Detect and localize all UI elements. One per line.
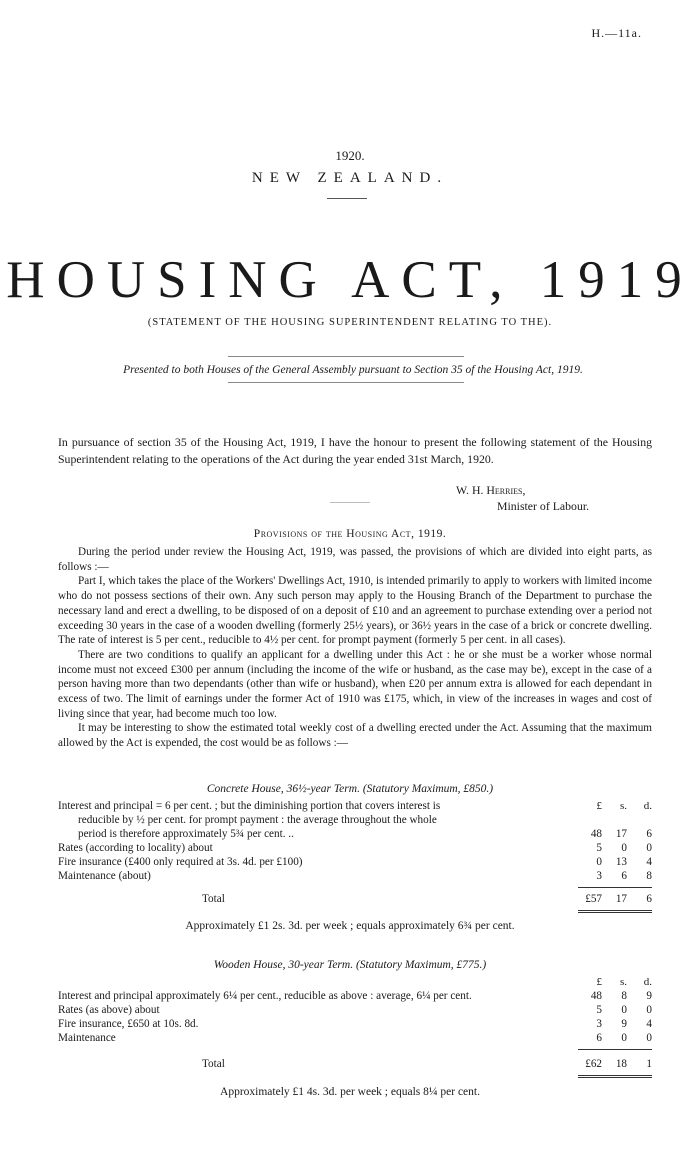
pounds: 5 <box>596 842 602 854</box>
pence: 9 <box>646 990 652 1002</box>
pounds: 6 <box>596 1032 602 1044</box>
paragraph: During the period under review the Housing Act, 1919, was passed, the provisions of which are divided into eight parts, as follows :— <box>58 546 652 573</box>
section-heading: Provisions of the Housing Act, 1919. <box>253 528 447 540</box>
shillings: 0 <box>621 1004 627 1016</box>
pence: 6 <box>646 893 652 905</box>
row-label: Rates (according to locality) about <box>58 842 213 854</box>
pence-header: d. <box>643 800 652 812</box>
signature-title: Minister of Labour. <box>497 499 590 513</box>
divider <box>330 502 370 503</box>
pounds: 0 <box>596 856 602 868</box>
row-amount <box>582 1032 652 1044</box>
shillings: 6 <box>621 870 627 882</box>
row-label: Interest and principal approximately 6¼ per cent., reducible as above : average, 6¼ per cent. <box>58 990 472 1002</box>
divider <box>228 382 464 383</box>
cover-country: NEW ZEALAND. <box>251 170 449 186</box>
signature-name: W. H. Herries, <box>456 483 526 497</box>
shillings: 0 <box>621 842 627 854</box>
pounds-header: £ <box>596 976 602 988</box>
pounds: 5 <box>596 1004 602 1016</box>
divider <box>327 198 367 199</box>
shillings: 17 <box>615 828 627 840</box>
pounds: £57 <box>585 893 602 905</box>
wooden-lsd-header <box>582 976 652 988</box>
shillings: 9 <box>621 1018 627 1030</box>
shillings: 8 <box>621 990 627 1002</box>
pounds: 3 <box>596 870 602 882</box>
row-label: Interest and principal = 6 per cent. ; but the diminishing portion that covers interest is <box>58 800 441 812</box>
shillings: 18 <box>615 1058 627 1070</box>
total-row <box>58 1058 652 1072</box>
row-amount <box>582 870 652 882</box>
pence: 0 <box>646 842 652 854</box>
pence: 6 <box>646 828 652 840</box>
paragraph: It may be interesting to show the estimated total weekly cost of a dwelling erected under the Act. Assuming that the maximum allowed by the Act is expended, the cost would be as follows :— <box>58 722 652 750</box>
shillings-header: s. <box>619 800 627 812</box>
shillings: 0 <box>621 1032 627 1044</box>
row-amount <box>582 856 652 868</box>
sum-rule <box>578 887 652 888</box>
intro-paragraph: In pursuance of section 35 of the Housing Act, 1919, I have the honour to present the following statement of the Housing Superintendent relating to the operations of the Act during the year ended 31st March, 1920. <box>58 435 652 466</box>
table-row <box>58 828 652 842</box>
page-subtitle: (STATEMENT OF THE HOUSING SUPERINTENDENT RELATING TO THE). <box>147 317 553 328</box>
table-row <box>58 1004 652 1018</box>
table-row <box>58 842 652 856</box>
row-amount <box>582 842 652 854</box>
row-label: Maintenance (about) <box>58 870 151 882</box>
table-row <box>58 990 652 1004</box>
pounds: £62 <box>585 1058 602 1070</box>
table-row <box>58 870 652 884</box>
pounds: 3 <box>596 1018 602 1030</box>
table-row <box>58 800 652 814</box>
section-body <box>58 545 652 751</box>
row-amount <box>582 1018 652 1030</box>
row-label: period is therefore approximately 5¾ per cent. .. <box>78 828 294 840</box>
row-label: reducible by ½ per cent. for prompt payment : the average throughout the whole <box>78 814 437 826</box>
row-label: Fire insurance (£400 only required at 3s. 4d. per £100) <box>58 856 303 868</box>
pounds: 48 <box>590 828 602 840</box>
document-reference: H.—11a. <box>591 26 642 40</box>
total-row <box>58 893 652 907</box>
table-row <box>58 1032 652 1046</box>
paragraph: Part I, which takes the place of the Workers' Dwellings Act, 1910, is intended primarily to apply to workers with limited income who do not possess sections of their own. Any such person may apply to the Housing Branch of the Department to purchase the necessary land and erect a dwelling, to be disposed of on a deposit of £10 and an agreement to purchase extending over a period not exceeding 30 years in the case of a wooden dwelling (formerly 25½ years), or 36½ years in the case of a brick or concrete dwelling. The rate of interest is 5 per cent., reducible to 4½ per cent. for prompt payment (formerly 5 per cent. in all cases). <box>58 575 652 647</box>
row-label: Maintenance <box>58 1032 116 1044</box>
pence: 4 <box>646 856 652 868</box>
page-title: HOUSING ACT, 1919 <box>6 251 694 309</box>
wooden-approx: Approximately £1 4s. 3d. per week ; equals 8¼ per cent. <box>220 1086 480 1098</box>
table-row <box>58 814 652 828</box>
row-label: Fire insurance, £650 at 10s. 8d. <box>58 1018 199 1030</box>
pounds-header: £ <box>596 800 602 812</box>
shillings: 13 <box>615 856 627 868</box>
total-amount <box>582 1058 652 1070</box>
paragraph: There are two conditions to qualify an applicant for a dwelling under this Act : he or she must be a worker whose normal income must not exceed £300 per annum (including the income of the wife or husband, as the case may be), except in the case of a person having more than two dependants (other than wife or husband), when £20 per annum extra is allowed for each dependant in excess of two. The limit of earnings under the former Act of 1910 was £175, which, in view of the increases in wages and cost of living since that year, had become much too low. <box>58 648 652 720</box>
sum-rule <box>578 1049 652 1050</box>
row-label: Rates (as above) about <box>58 1004 160 1016</box>
cover-year: 1920. <box>335 148 365 163</box>
table-row <box>58 856 652 870</box>
total-amount <box>582 893 652 905</box>
concrete-table-heading: Concrete House, 36½-year Term. (Statutory Maximum, £850.) <box>206 783 494 795</box>
pence: 0 <box>646 1004 652 1016</box>
pence: 1 <box>646 1058 652 1070</box>
divider <box>228 356 464 357</box>
total-label: Total <box>202 893 225 905</box>
row-amount <box>582 828 652 840</box>
pence-header: d. <box>643 976 652 988</box>
pounds: 48 <box>590 990 602 1002</box>
total-rule <box>578 1075 652 1078</box>
pence: 0 <box>646 1032 652 1044</box>
row-amount <box>582 1004 652 1016</box>
total-rule <box>578 910 652 913</box>
shillings: 17 <box>615 893 627 905</box>
wooden-table-heading: Wooden House, 30-year Term. (Statutory Maximum, £775.) <box>213 959 487 971</box>
total-label: Total <box>202 1058 225 1070</box>
pence: 8 <box>646 870 652 882</box>
row-amount <box>582 990 652 1002</box>
shillings-header: s. <box>619 976 627 988</box>
table-row <box>58 1018 652 1032</box>
pence: 4 <box>646 1018 652 1030</box>
concrete-approx: Approximately £1 2s. 3d. per week ; equals approximately 6¾ per cent. <box>185 920 515 932</box>
presented-note: Presented to both Houses of the General Assembly pursuant to Section 35 of the Housing Act, 1919. <box>123 364 583 376</box>
